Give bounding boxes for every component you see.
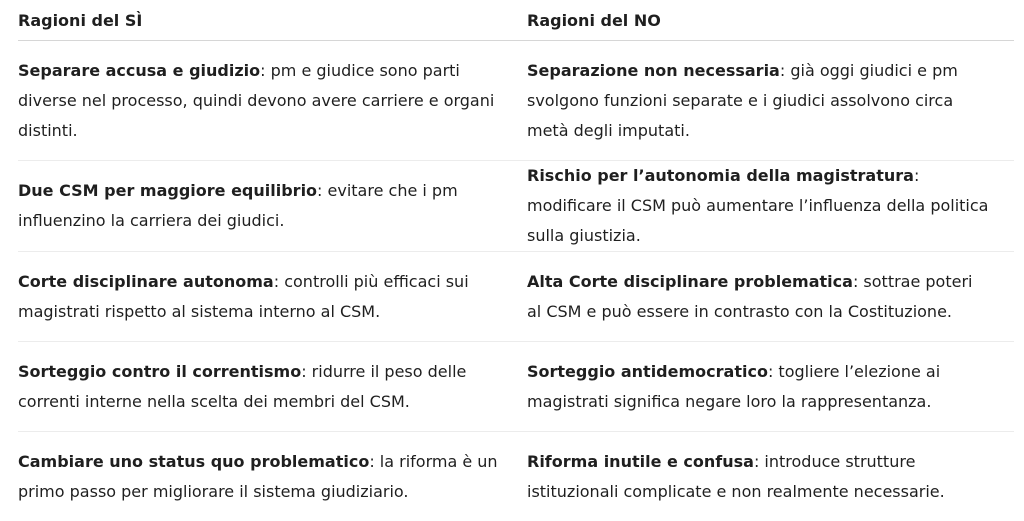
cell-no-title: Rischio per l’autonomia della magistratura [527,166,914,185]
table-row [18,252,1014,342]
cell-yes [18,41,527,161]
cell-no [527,41,1014,161]
cell-no-text: : togliere l’elezione ai magistrati significa negare loro la rappresentanza. [527,362,940,411]
cell-no-title: Alta Corte disciplinare problematica [527,272,853,291]
cell-yes-text: : la riforma è un primo passo per migliorare il sistema giudiziario. [18,452,498,501]
cell-no-text: : già oggi giudici e pm svolgono funzioni separate e i giudici assolvono circa metà degli imputati. [527,61,958,140]
cell-yes-title: Cambiare uno status quo problematico [18,452,369,471]
cell-no-text: : introduce strutture istituzionali complicate e non realmente necessarie. [527,452,945,501]
cell-no-text: : sottrae poteri al CSM e può essere in contrasto con la Costituzione. [527,272,972,321]
cell-no [527,252,1014,342]
cell-yes-text: : evitare che i pm influenzino la carriera dei giudici. [18,181,458,230]
cell-no [527,161,1014,252]
table-header-row [18,0,1014,41]
cell-yes-text: : ridurre il peso delle correnti interne nella scelta dei membri del CSM. [18,362,466,411]
table-row [18,161,1014,252]
cell-yes [18,252,527,342]
header-yes: Ragioni del SÌ [18,0,527,41]
comparison-table-container [18,0,1014,521]
cell-yes-text: : pm e giudice sono parti diverse nel processo, quindi devono avere carriere e organi distinti. [18,61,494,140]
table-row [18,41,1014,161]
table-row [18,432,1014,521]
cell-no [527,432,1014,521]
cell-no [527,342,1014,432]
table-row [18,342,1014,432]
cell-yes [18,342,527,432]
cell-yes-title: Sorteggio contro il correntismo [18,362,301,381]
cell-no-title: Separazione non necessaria [527,61,780,80]
cell-no-title: Sorteggio antidemocratico [527,362,768,381]
cell-yes-text: : controlli più efficaci sui magistrati rispetto al sistema interno al CSM. [18,272,469,321]
cell-yes-title: Separare accusa e giudizio [18,61,260,80]
cell-no-title: Riforma inutile e confusa [527,452,754,471]
cell-yes [18,432,527,521]
cell-yes [18,161,527,252]
cell-yes-title: Due CSM per maggiore equilibrio [18,181,317,200]
cell-no-text: : modificare il CSM può aumentare l’influenza della politica sulla giustizia. [527,166,988,245]
header-no: Ragioni del NO [527,0,1014,41]
cell-yes-title: Corte disciplinare autonoma [18,272,274,291]
comparison-table [18,0,1014,521]
